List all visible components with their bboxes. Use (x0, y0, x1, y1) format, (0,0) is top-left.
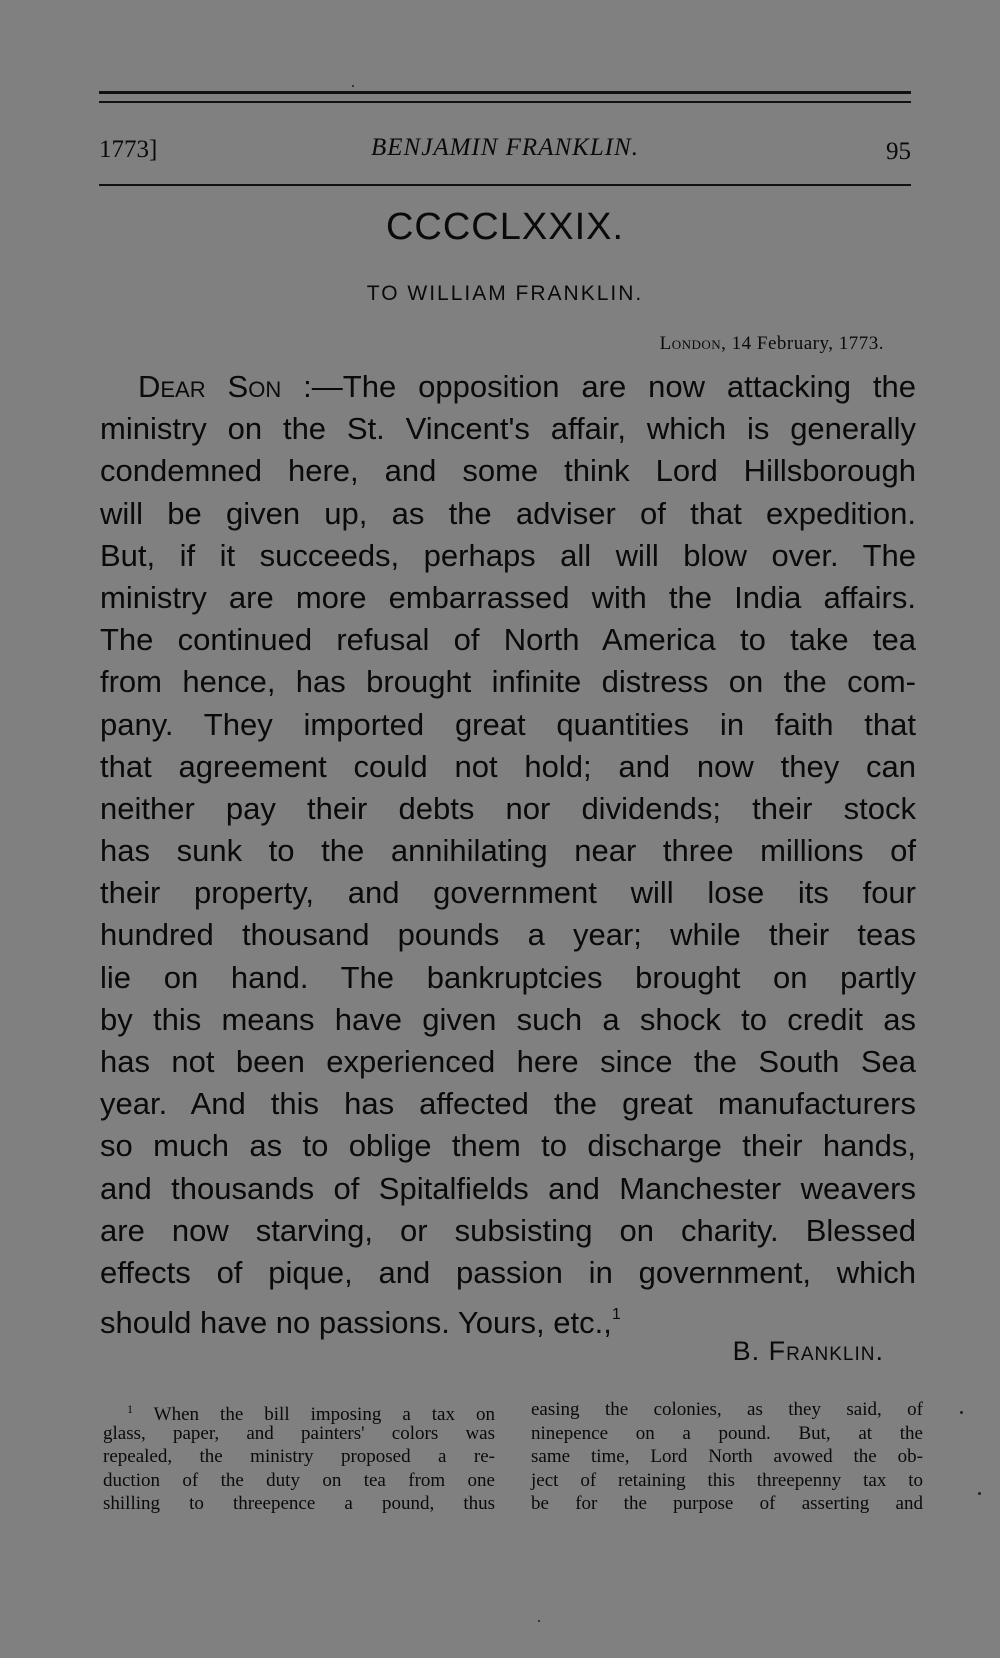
footnote-line (103, 1398, 495, 1425)
footnote-line: same time, Lord North avowed the ob- (531, 1446, 923, 1467)
footnote-line: be for the purpose of asserting and (531, 1493, 923, 1514)
letter-body (100, 366, 916, 1341)
body-line: neither pay their debts nor dividends; their stock (100, 790, 916, 826)
salutation: Dear Son (138, 369, 282, 404)
body-line: effects of pique, and passion in government, which (100, 1254, 916, 1290)
body-line-last (100, 1294, 916, 1341)
footnote-reference: 1 (611, 1306, 621, 1324)
body-line: that agreement could not hold; and now they can (100, 748, 916, 784)
dateline-date: 14 February, 1773. (731, 333, 884, 354)
signature: B. Franklin. (732, 1336, 884, 1366)
letter-recipient: TO WILLIAM FRANKLIN. (366, 282, 644, 305)
body-line (100, 366, 916, 408)
scan-speck (978, 1492, 981, 1495)
footnote-line: repealed, the ministry proposed a re- (103, 1446, 495, 1467)
top-rule (99, 91, 911, 94)
body-line: hundred thousand pounds a year; while their teas (100, 917, 916, 953)
page-number: 95 (886, 138, 911, 165)
body-line: from hence, has brought infinite distress on the com- (100, 664, 916, 700)
scan-speck (960, 1411, 963, 1414)
body-line: year. And this has affected the great manufacturers (100, 1086, 916, 1122)
body-line: ministry on the St. Vincent's affair, which is generally (100, 411, 916, 447)
body-line: condemned here, and some think Lord Hillsborough (100, 453, 916, 489)
footnote (103, 1398, 921, 1528)
footnote-line: ninepence on a pound. But, at the (531, 1422, 923, 1444)
footnote-line: easing the colonies, as they said, of (531, 1399, 923, 1420)
body-line: pany. They imported great quantities in faith that (100, 706, 916, 742)
body-line: will be given up, as the adviser of that expedition. (100, 495, 916, 531)
body-line: has sunk to the annihilating near three millions of (100, 833, 916, 869)
running-head (99, 130, 911, 170)
dateline-place: London, (659, 333, 727, 354)
top-rule-thin (99, 101, 911, 103)
header-rule (99, 184, 911, 186)
footnote-line: ject of retaining this threepenny tax to (531, 1469, 923, 1491)
running-head-year: 1773] (99, 136, 158, 163)
footnote-column-left (103, 1398, 495, 1516)
body-line-text: :—The opposition are now attacking the (303, 369, 916, 404)
letter-number: CCCCLXXIX. (385, 206, 625, 248)
footnote-column-right (531, 1398, 923, 1516)
scan-speck (538, 1620, 540, 1622)
footnote-line: shilling to threepence a pound, thus (103, 1493, 495, 1514)
body-line: by this means have given such a shock to credit as (100, 1001, 916, 1037)
scan-speck (352, 85, 354, 87)
body-line: has not been experienced here since the South Sea (100, 1044, 916, 1079)
footnote-line-text: When the bill imposing a tax on (153, 1404, 495, 1425)
footnote-marker: 1 (127, 1402, 133, 1416)
body-line: their property, and government will lose its four (100, 875, 916, 911)
running-head-title: BENJAMIN FRANKLIN. (371, 134, 639, 161)
body-line: lie on hand. The bankruptcies brought on partly (100, 959, 916, 995)
body-line-text: should have no passions. Yours, etc., (100, 1305, 612, 1341)
body-line: But, if it succeeds, perhaps all will blow over. The (100, 537, 916, 573)
footnote-line: duction of the duty on tea from one (103, 1469, 495, 1491)
footnote-line: glass, paper, and painters' colors was (103, 1422, 495, 1444)
body-line: are now starving, or subsisting on charity. Blessed (100, 1212, 916, 1248)
dateline (660, 333, 884, 355)
body-line: and thousands of Spitalfields and Manchester weavers (100, 1170, 916, 1206)
body-line: ministry are more embarrassed with the India affairs. (100, 579, 916, 615)
body-line: so much as to oblige them to discharge their hands, (100, 1128, 916, 1164)
body-line: The continued refusal of North America to take tea (100, 622, 916, 658)
